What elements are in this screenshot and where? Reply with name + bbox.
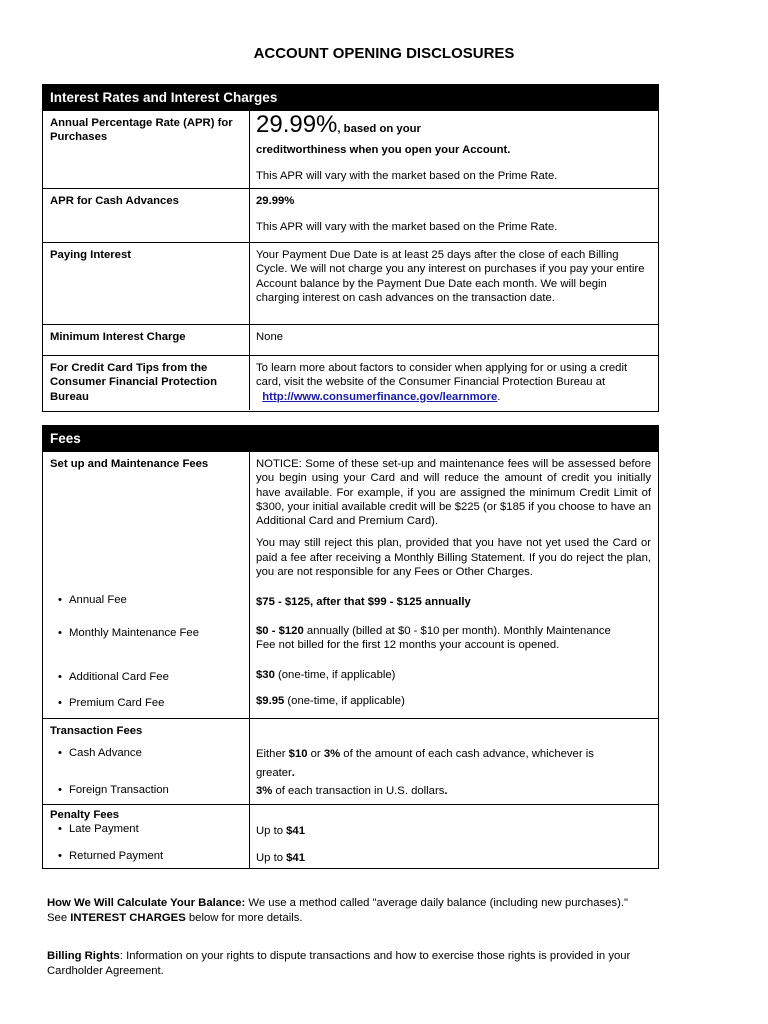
apr-purchases-rate: 29.99%	[256, 111, 338, 138]
apr-purchases-rate-suffix: , based on your	[337, 123, 421, 135]
cfpb-end: .	[497, 390, 501, 403]
cash-advance-post: of the amount of each cash advance, whichever is greater	[256, 748, 594, 779]
setup-fees-label: Set up and Maintenance Fees	[50, 458, 209, 470]
cash-advance-percent: 3%	[323, 748, 341, 760]
interest-table-header: Interest Rates and Interest Charges	[43, 85, 658, 111]
additional-card-fee-text: (one-time, if applicable)	[274, 669, 396, 681]
apr-cash-rate: 29.99%	[256, 195, 295, 207]
page-title: ACCOUNT OPENING DISCLOSURES	[253, 45, 515, 62]
paying-interest-text: Your Payment Due Date is at least 25 days after the close of each Billing Cycle. We will not charge you any interest on purchases if you pay your entire Account balance by the Payment Due Date each month. We will begin charging interest on cash advances on the transaction date.	[256, 249, 645, 304]
additional-card-fee-label: • Additional Card Fee	[69, 670, 169, 684]
transaction-fees-row	[43, 718, 658, 804]
cash-advance-label: • Cash Advance	[69, 746, 142, 760]
monthly-fee-amount: $0 - $120	[256, 625, 304, 637]
penalty-fees-row	[43, 804, 658, 869]
fees-table	[42, 425, 659, 869]
premium-card-fee-amount: $9.95	[256, 695, 285, 707]
apr-cash-note: This APR will vary with the market based on the Prime Rate.	[256, 221, 558, 234]
foreign-transaction-label: • Foreign Transaction	[69, 783, 169, 797]
apr-purchases-rate-cont: creditworthiness when you open your Account.	[256, 144, 511, 156]
returned-payment-label: • Returned Payment	[69, 849, 163, 863]
apr-purchases-label: Annual Percentage Rate (APR) for Purchases	[43, 111, 250, 188]
paying-interest-label: Paying Interest	[43, 243, 250, 324]
monthly-fee-text: annually (billed at $0 - $10 per month). Monthly Maintenance Fee not billed for the first 12 months your account is opened.	[256, 625, 611, 652]
minimum-charge-label: Minimum Interest Charge	[43, 325, 250, 355]
balance-end: below for more details.	[185, 911, 303, 924]
billing-text: : Information on your rights to dispute transactions and how to exercise those rights is provided in your Cardholder Agreement.	[47, 950, 631, 977]
apr-purchases-note: This APR will vary with the market based on the Prime Rate.	[256, 170, 558, 183]
balance-paragraph	[47, 896, 687, 925]
cash-advance-pre: Either	[256, 748, 289, 760]
minimum-charge-row	[43, 324, 658, 355]
billing-label: Billing Rights	[47, 950, 120, 962]
balance-label: How We Will Calculate Your Balance:	[47, 897, 246, 909]
annual-fee-label: • Annual Fee	[69, 593, 127, 607]
balance-text: We use a method called "average daily balance (including new purchases)."	[245, 897, 628, 909]
balance-ref: INTEREST CHARGES	[70, 911, 186, 924]
cash-advance-end: .	[291, 767, 295, 779]
apr-cash-row	[43, 188, 658, 242]
late-payment-label: • Late Payment	[69, 822, 139, 836]
foreign-transaction-end: .	[444, 785, 448, 797]
balance-see: See	[47, 911, 71, 924]
additional-card-fee-amount: $30	[256, 669, 275, 681]
annual-fee-value: $75 - $125, after that $99 - $125 annually	[256, 596, 471, 608]
interest-rates-table	[42, 84, 659, 412]
cfpb-row	[43, 355, 658, 410]
minimum-charge-value: None	[256, 331, 284, 343]
late-payment-pre: Up to	[256, 825, 287, 837]
premium-card-fee-text: (one-time, if applicable)	[284, 695, 405, 707]
foreign-transaction-percent: 3%	[256, 785, 273, 797]
setup-fees-row	[43, 452, 658, 718]
fees-table-header: Fees	[43, 426, 658, 452]
cash-advance-amount: $10	[288, 748, 308, 760]
cash-advance-mid: or	[307, 748, 324, 760]
premium-card-fee-label: • Premium Card Fee	[69, 696, 164, 710]
transaction-fees-label: Transaction Fees	[50, 725, 143, 737]
foreign-transaction-text: of each transaction in U.S. dollars	[272, 785, 445, 797]
late-payment-amount: $41	[286, 825, 305, 837]
returned-payment-pre: Up to	[256, 852, 287, 864]
billing-paragraph	[47, 949, 667, 978]
cfpb-label: For Credit Card Tips from the Consumer Financial Protection Bureau	[43, 356, 250, 410]
monthly-fee-label: • Monthly Maintenance Fee	[69, 626, 199, 640]
setup-notice-text: NOTICE: Some of these set-up and maintenance fees will be assessed before you begin using your Card and will reduce the amount of credit you initially have available. For example, if you are assigned the minimum Credit Limit of $300, your initial available credit will be $225 (or $185 if you choose to have an Additional Card and Premium Card).	[256, 458, 651, 528]
apr-cash-label: APR for Cash Advances	[43, 189, 250, 242]
apr-purchases-row	[43, 111, 658, 188]
cfpb-link[interactable]: http://www.consumerfinance.gov/learnmore	[262, 390, 498, 403]
penalty-fees-label: Penalty Fees	[50, 809, 120, 821]
setup-reject-text: You may still reject this plan, provided that you have not yet used the Card or paid a fee after receiving a Monthly Billing Statement. If you do reject the plan, you are not responsible for any Fees or Other Charges.	[256, 537, 651, 579]
returned-payment-amount: $41	[286, 852, 305, 864]
paying-interest-row	[43, 242, 658, 324]
cfpb-text: To learn more about factors to consider when applying for or using a credit card, visit the website of the Consumer Financial Protection Bureau at	[256, 362, 628, 389]
